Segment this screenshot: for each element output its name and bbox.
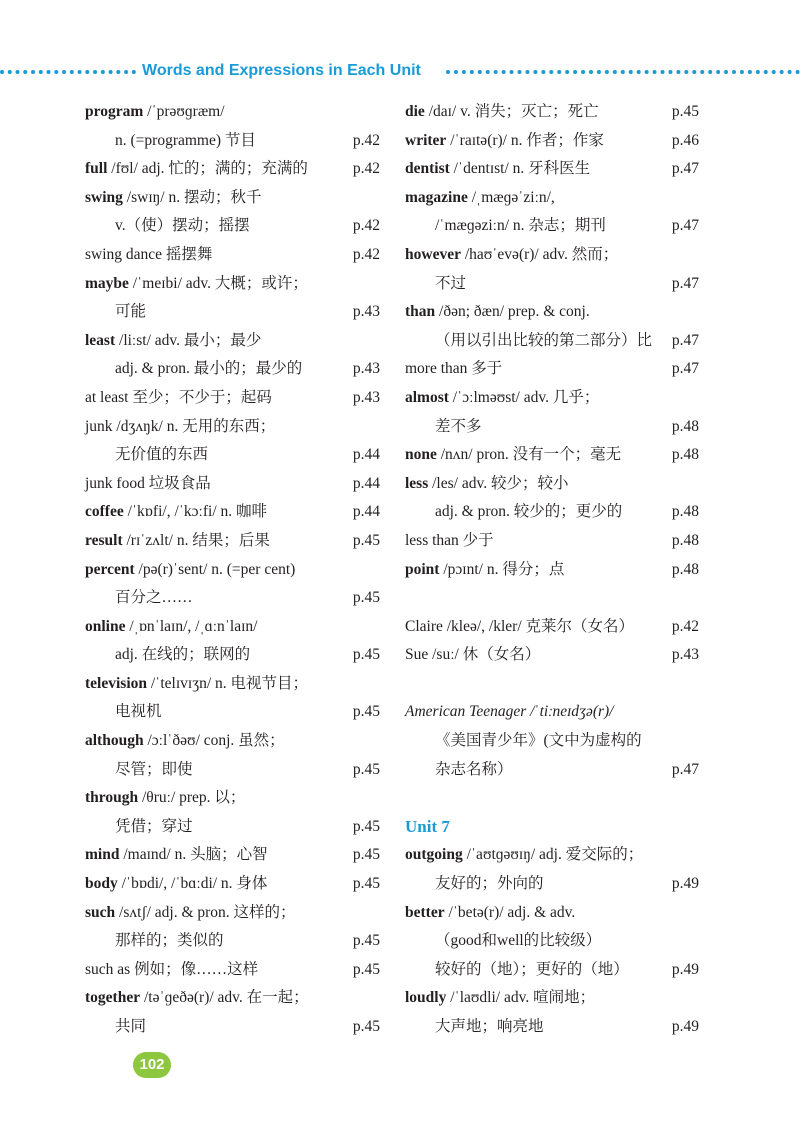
definition: 友好的；外向的 xyxy=(435,875,544,893)
headword: writer xyxy=(405,131,447,149)
entry-line xyxy=(85,270,380,299)
entry-line xyxy=(405,184,699,213)
page-ref: p.42 xyxy=(352,217,380,235)
entry-text xyxy=(85,675,308,692)
definition: /ˌɒnˈlaɪn/, /ˌɑːnˈlaɪn/ xyxy=(125,617,258,635)
entry-line xyxy=(85,98,380,127)
headword: least xyxy=(85,331,116,349)
definition: 无价值的东西 xyxy=(115,446,209,464)
definition: 较好的（地）；更好的（地） xyxy=(435,960,629,978)
entry-text xyxy=(405,189,555,206)
definition: n. (=programme) 节目 xyxy=(115,131,256,149)
headword: better xyxy=(405,903,445,921)
entry-line xyxy=(405,613,699,642)
entry-text xyxy=(85,332,261,349)
entry-text xyxy=(85,703,162,720)
entry-line xyxy=(405,841,699,870)
headword: television xyxy=(85,674,147,692)
entry-line xyxy=(85,498,380,527)
definition: 杂志名称） xyxy=(435,760,513,778)
headword: magazine xyxy=(405,188,468,206)
entry-line xyxy=(85,841,380,870)
entry-line xyxy=(405,984,699,1013)
definition: 那样的；类似的 xyxy=(115,932,224,950)
entry-line xyxy=(85,927,380,956)
entry-line xyxy=(85,155,380,184)
entry-line xyxy=(85,641,380,670)
page-ref: p.48 xyxy=(671,417,699,435)
definition: /pə(r)ˈsent/ n. (=per cent) xyxy=(134,560,296,578)
definition: 百分之…… xyxy=(115,589,193,607)
page-ref: p.42 xyxy=(352,160,380,178)
entry-line xyxy=(405,413,699,442)
entry-text xyxy=(405,761,513,778)
entry-text xyxy=(85,418,275,435)
entry-line xyxy=(405,870,699,899)
entry-line xyxy=(85,413,380,442)
entry-text xyxy=(85,875,267,892)
definition: junk food 垃圾食品 xyxy=(85,474,211,492)
definition: /nʌn/ pron. 没有一个；毫无 xyxy=(436,446,622,464)
definition: /ˈlaʊdli/ adv. 喧闹地； xyxy=(446,989,596,1007)
entry-line xyxy=(85,956,380,985)
entry-text xyxy=(85,246,212,263)
entry-text xyxy=(405,132,604,149)
entry-text xyxy=(85,904,296,921)
entry-text xyxy=(405,989,595,1006)
headword: result xyxy=(85,531,123,549)
definition: /les/ adv. 较少；较小 xyxy=(428,474,569,492)
definition: /ðən; ðæn/ prep. & conj. xyxy=(435,303,590,321)
entry-line xyxy=(85,813,380,842)
page-ref: p.49 xyxy=(671,1018,699,1035)
headword: dentist xyxy=(405,160,450,178)
entry-line xyxy=(85,441,380,470)
entry-line xyxy=(405,241,699,270)
entry-line xyxy=(85,327,380,356)
entry-line xyxy=(405,756,699,785)
headword: swing xyxy=(85,188,123,206)
definition: v.（使）摆动；摇摆 xyxy=(115,217,250,235)
headword: together xyxy=(85,989,141,1007)
definition: 差不多 xyxy=(435,417,482,435)
headword: coffee xyxy=(85,503,124,521)
page-ref: p.43 xyxy=(352,303,380,321)
entry-text xyxy=(85,475,211,492)
spacer xyxy=(405,584,699,613)
definition: /ˈbetə(r)/ adj. & adv. xyxy=(444,903,576,921)
entry-text xyxy=(405,332,652,349)
entry-text xyxy=(85,160,308,177)
definition: /daɪ/ v. 消失；灭亡；死亡 xyxy=(424,103,599,120)
entry-text xyxy=(85,646,250,663)
definition: /ˈtelɪvɪʒn/ n. 电视节目； xyxy=(147,674,309,692)
entry-text xyxy=(85,589,193,606)
entry-line xyxy=(85,756,380,785)
definition: /rɪˈzʌlt/ n. 结果；后果 xyxy=(122,531,270,549)
page-ref: p.45 xyxy=(352,960,380,978)
entry-text xyxy=(85,989,309,1006)
definition: /ˈraɪtə(r)/ n. 作者；作家 xyxy=(446,131,604,149)
entry-text xyxy=(85,360,302,377)
entry-line xyxy=(85,127,380,156)
entry-line xyxy=(405,527,699,556)
definition: at least 至少；不少于；起码 xyxy=(85,388,272,406)
page-ref: p.44 xyxy=(352,474,380,492)
definition: /ˌmæɡəˈziːn/, xyxy=(467,188,555,206)
entry-text xyxy=(85,561,295,578)
entry-text xyxy=(85,818,193,835)
entry-line xyxy=(85,1013,380,1042)
entry-text xyxy=(405,475,568,492)
entry-line xyxy=(405,270,699,299)
entry-text xyxy=(85,846,268,863)
entry-text xyxy=(85,1018,146,1035)
entry-line xyxy=(405,155,699,184)
definition: 共同 xyxy=(115,1018,147,1035)
entry-line xyxy=(405,212,699,241)
entry-line xyxy=(405,498,699,527)
entry-text xyxy=(85,618,257,635)
definition: 大声地；响亮地 xyxy=(435,1018,544,1035)
definition: American Teenager /ˈtiːneɪdʒə(r)/ xyxy=(405,703,614,721)
right-column xyxy=(405,98,699,1042)
entry-line xyxy=(405,641,699,670)
definition: /ˈaʊtɡəʊɪŋ/ adj. 爱交际的； xyxy=(462,846,644,864)
definition: /ˈmæɡəziːn/ n. 杂志；期刊 xyxy=(435,217,606,235)
entry-line xyxy=(85,984,380,1013)
page-ref: p.44 xyxy=(352,503,380,521)
entry-text xyxy=(405,275,466,292)
definition: /haʊˈevə(r)/ adv. 然而； xyxy=(460,245,619,263)
entry-line xyxy=(405,98,699,127)
entry-line xyxy=(85,670,380,699)
page-ref: p.45 xyxy=(352,760,380,778)
entry-text xyxy=(405,961,629,978)
entry-text xyxy=(405,446,621,463)
page-ref: p.45 xyxy=(352,932,380,950)
entry-line xyxy=(405,298,699,327)
entry-text xyxy=(405,418,482,435)
definition: junk /dʒʌŋk/ n. 无用的东西； xyxy=(85,417,276,435)
entry-line xyxy=(405,470,699,499)
entry-line xyxy=(85,527,380,556)
headword: maybe xyxy=(85,274,129,292)
header-dots-left xyxy=(0,70,136,74)
definition: 尽管；即使 xyxy=(115,760,193,778)
page-ref: p.45 xyxy=(352,703,380,721)
entry-line xyxy=(85,613,380,642)
entry-text xyxy=(405,646,540,663)
entry-text xyxy=(405,932,601,949)
entry-text xyxy=(85,961,258,978)
definition: swing dance 摇摆舞 xyxy=(85,245,213,263)
page-ref: p.42 xyxy=(671,617,699,635)
entry-text xyxy=(85,732,285,749)
headword: loudly xyxy=(405,989,447,1007)
entry-text xyxy=(85,761,193,778)
entry-text xyxy=(405,561,564,578)
entry-text xyxy=(85,103,225,120)
entry-line xyxy=(85,355,380,384)
page-ref: p.42 xyxy=(352,245,380,263)
entry-line xyxy=(85,784,380,813)
headword: program xyxy=(85,103,144,120)
entry-text xyxy=(85,275,308,292)
entry-line xyxy=(85,384,380,413)
definition: such as 例如；像……这样 xyxy=(85,960,259,978)
definition: /θruː/ prep. 以； xyxy=(138,789,246,807)
definition: 凭借；穿过 xyxy=(115,817,193,835)
definition: /sʌtʃ/ adj. & pron. 这样的； xyxy=(115,903,296,921)
entry-line xyxy=(85,241,380,270)
entry-line xyxy=(405,956,699,985)
entry-line xyxy=(85,212,380,241)
spacer xyxy=(405,670,699,699)
definition: Sue /suː/ 休（女名） xyxy=(405,646,541,664)
headword: mind xyxy=(85,846,120,864)
definition: /fʊl/ adj. 忙的；满的；充满的 xyxy=(107,160,308,178)
entry-text xyxy=(85,303,146,320)
entry-line xyxy=(405,899,699,928)
entry-line xyxy=(405,813,699,842)
headword: outgoing xyxy=(405,846,463,864)
entry-text xyxy=(405,360,502,377)
entry-line xyxy=(85,870,380,899)
definition: /swɪŋ/ n. 摆动；秋千 xyxy=(122,188,262,206)
page-ref: p.48 xyxy=(671,531,699,549)
definition: /ˈbɒdi/, /ˈbɑːdi/ n. 身体 xyxy=(117,875,268,893)
definition: /maɪnd/ n. 头脑；心智 xyxy=(119,846,268,864)
page-ref: p.49 xyxy=(671,960,699,978)
headword: online xyxy=(85,617,126,635)
entry-line xyxy=(405,698,699,727)
entry-line xyxy=(405,384,699,413)
entry-line xyxy=(405,927,699,956)
entry-text xyxy=(405,532,494,549)
definition: Claire /kleə/, /kler/ 克莱尔（女名） xyxy=(405,617,635,635)
definition: adj. & pron. 最小的；最少的 xyxy=(115,360,303,378)
headword: point xyxy=(405,560,440,578)
page-ref: p.48 xyxy=(671,446,699,464)
headword: percent xyxy=(85,560,135,578)
page-ref: p.43 xyxy=(352,360,380,378)
entry-line xyxy=(405,327,699,356)
entry-text xyxy=(85,446,208,463)
unit-heading: Unit 7 xyxy=(405,816,450,836)
headword: none xyxy=(405,446,437,464)
page-number-badge: 102 xyxy=(133,1052,171,1078)
page-ref: p.48 xyxy=(671,503,699,521)
headword: full xyxy=(85,160,108,178)
page-header xyxy=(0,60,800,86)
entry-text xyxy=(405,816,450,836)
entry-line xyxy=(85,698,380,727)
definition: /ˈmeɪbi/ adv. 大概；或许； xyxy=(128,274,308,292)
definition: less than 少于 xyxy=(405,531,494,549)
page-ref: p.47 xyxy=(671,217,699,235)
definition: /ˈɔːlməʊst/ adv. 几乎； xyxy=(448,388,600,406)
entry-text xyxy=(85,132,256,149)
header-title: Words and Expressions in Each Unit xyxy=(142,62,421,79)
definition: /liːst/ adv. 最小；最少 xyxy=(115,331,262,349)
entry-text xyxy=(85,532,270,549)
page-ref: p.45 xyxy=(352,646,380,664)
spacer xyxy=(405,784,699,813)
entry-text xyxy=(405,1018,544,1035)
headword: through xyxy=(85,789,139,807)
entry-text xyxy=(405,703,613,720)
entry-text xyxy=(85,217,250,234)
page-ref: p.45 xyxy=(671,103,699,120)
headword: die xyxy=(405,103,425,120)
definition: /təˈɡeðə(r)/ adv. 在一起； xyxy=(140,989,309,1007)
definition: /pɔɪnt/ n. 得分；点 xyxy=(439,560,565,578)
entry-text xyxy=(85,389,272,406)
definition: 不过 xyxy=(435,274,467,292)
page-ref: p.42 xyxy=(352,131,380,149)
entry-text xyxy=(405,846,643,863)
definition: （good和well的比较级） xyxy=(435,932,602,950)
headword: body xyxy=(85,875,118,893)
page-ref: p.47 xyxy=(671,360,699,378)
entry-line xyxy=(85,584,380,613)
header-dots-right xyxy=(446,70,800,74)
headword: although xyxy=(85,732,144,750)
entry-text xyxy=(405,904,575,921)
entry-text xyxy=(405,246,618,263)
entry-text xyxy=(405,303,590,320)
entry-line xyxy=(85,556,380,585)
headword: however xyxy=(405,245,461,263)
page-ref: p.47 xyxy=(671,760,699,778)
left-column xyxy=(85,98,380,1042)
entry-text xyxy=(405,103,599,120)
definition: /ˈdentɪst/ n. 牙科医生 xyxy=(449,160,591,178)
page-ref: p.45 xyxy=(352,817,380,835)
entry-text xyxy=(405,389,599,406)
entry-line xyxy=(405,355,699,384)
page-ref: p.45 xyxy=(352,589,380,607)
definition: /ɔːlˈðəʊ/ conj. 虽然； xyxy=(143,732,285,750)
entry-text xyxy=(405,217,606,234)
page-ref: p.45 xyxy=(352,875,380,893)
definition: adj. & pron. 较少的；更少的 xyxy=(435,503,623,521)
entry-text xyxy=(405,160,590,177)
entry-line xyxy=(85,899,380,928)
definition: 可能 xyxy=(115,303,147,321)
headword: such xyxy=(85,903,116,921)
definition: （用以引出比较的第二部分）比 xyxy=(435,331,653,349)
definition: /ˈprəʊɡræm/ xyxy=(143,103,225,120)
page-ref: p.45 xyxy=(352,531,380,549)
entry-text xyxy=(405,618,634,635)
entry-line xyxy=(405,441,699,470)
entry-line xyxy=(405,127,699,156)
page-ref: p.45 xyxy=(352,1018,380,1035)
entry-line xyxy=(85,727,380,756)
entry-line xyxy=(85,298,380,327)
definition: /ˈkɒfi/, /ˈkɔːfi/ n. 咖啡 xyxy=(123,503,267,521)
headword: than xyxy=(405,303,436,321)
page-ref: p.43 xyxy=(352,388,380,406)
page-ref: p.48 xyxy=(671,560,699,578)
entry-line xyxy=(405,556,699,585)
headword: less xyxy=(405,474,429,492)
entry-text xyxy=(405,732,642,749)
entry-text xyxy=(85,503,267,520)
page-ref: p.47 xyxy=(671,160,699,178)
entry-line xyxy=(85,470,380,499)
entry-line xyxy=(405,1013,699,1042)
page-ref: p.47 xyxy=(671,331,699,349)
entry-line xyxy=(85,184,380,213)
entry-text xyxy=(85,189,261,206)
page-ref: p.47 xyxy=(671,274,699,292)
page-ref: p.46 xyxy=(671,131,699,149)
definition: 《美国青少年》(文中为虚构的 xyxy=(435,732,642,750)
page-ref: p.45 xyxy=(352,846,380,864)
entry-text xyxy=(85,789,245,806)
entry-text xyxy=(85,932,224,949)
headword: almost xyxy=(405,388,449,406)
page-ref: p.49 xyxy=(671,875,699,893)
entry-text xyxy=(405,875,544,892)
definition: 电视机 xyxy=(115,703,162,721)
definition: more than 多于 xyxy=(405,360,503,378)
definition: adj. 在线的；联网的 xyxy=(115,646,251,664)
page-ref: p.44 xyxy=(352,446,380,464)
page-ref: p.43 xyxy=(671,646,699,664)
entry-text xyxy=(405,503,622,520)
entry-line xyxy=(405,727,699,756)
